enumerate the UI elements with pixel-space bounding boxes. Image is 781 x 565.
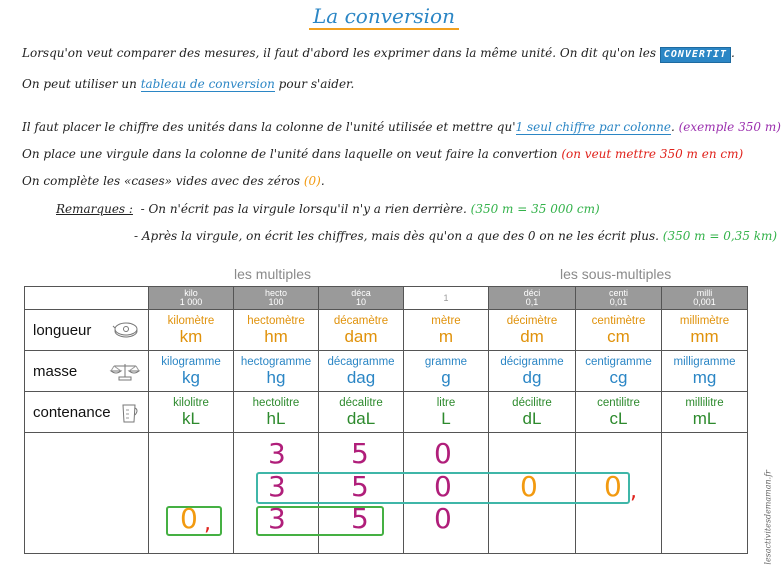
tape-measure-icon <box>112 320 140 340</box>
row-masse <box>25 351 748 392</box>
unit-dm: décimètre dm <box>489 310 576 351</box>
convertit-badge: CONVERTIT <box>660 47 731 63</box>
row-label-masse: masse <box>25 351 149 392</box>
unit-g: gramme g <box>404 351 489 392</box>
example2-digit-5: 5 <box>351 470 369 503</box>
header-unit: 1 <box>404 287 489 310</box>
example3-digit-0: 0 <box>434 502 452 535</box>
remark-line-1: Remarques : - On n'écrit pas la virgule lorsqu'il n'y a rien derrière. (350 m = 35 000 cm) <box>56 202 600 216</box>
conversion-table <box>24 286 748 554</box>
row-contenance <box>25 392 748 433</box>
example3-comma: , <box>204 511 211 536</box>
unit-hg: hectogramme hg <box>234 351 319 392</box>
row-label-contenance: contenance <box>25 392 149 433</box>
unit-km: kilomètre km <box>149 310 234 351</box>
group-multiples: les multiples <box>234 266 312 282</box>
header-corner <box>25 287 149 310</box>
example2-comma: , <box>630 479 637 504</box>
intro-line-1: Lorsqu'on veut comparer des mesures, il faut d'abord les exprimer dans la même unité. On dit qu'on les CONVERTIT . <box>22 46 735 63</box>
header-deci: déci 0,1 <box>489 287 576 310</box>
unit-mm: millimètre mm <box>662 310 748 351</box>
example-cell-milli <box>662 433 748 554</box>
credit-watermark: lesactivitesdemaman.fr <box>764 470 773 565</box>
unit-kl: kilolitre kL <box>149 392 234 433</box>
group-sous-multiples: les sous-multiples <box>560 266 672 282</box>
rule-line-3: On complète les «cases» vides avec des zéros (0). <box>22 174 325 188</box>
conversion-table-link: tableau de conversion <box>140 77 275 91</box>
header-row <box>25 287 748 310</box>
row-label-longueur: longueur <box>25 310 149 351</box>
unit-dam: décamètre dam <box>319 310 404 351</box>
header-hecto: hecto 100 <box>234 287 319 310</box>
remark-line-2: - Après la virgule, on écrit les chiffres, mais dès qu'on a que des 0 on ne les écrit plus. (350 m = 0,35 km) <box>134 229 778 243</box>
example3-leading-zero: 0 <box>180 502 198 535</box>
unit-dal: décalitre daL <box>319 392 404 433</box>
unit-dag: décagramme dag <box>319 351 404 392</box>
scale-icon <box>110 361 140 381</box>
unit-hl: hectolitre hL <box>234 392 319 433</box>
header-kilo: kilo 1 000 <box>149 287 234 310</box>
unit-mg: milligramme mg <box>662 351 748 392</box>
intro-line-2: On peut utiliser un tableau de conversion pour s'aider. <box>22 77 355 91</box>
header-milli: milli 0,001 <box>662 287 748 310</box>
row-longueur <box>25 310 748 351</box>
measuring-jug-icon <box>120 402 140 424</box>
example2-digit-3: 3 <box>268 470 286 503</box>
unit-cm: centimètre cm <box>576 310 662 351</box>
rule-line-2: On place une virgule dans la colonne de l'unité dans laquelle on veut faire la convertion (on veut mettre 350 m en cm) <box>22 147 744 161</box>
example2-added-zero-2: 0 <box>604 470 622 503</box>
header-centi: centi 0,01 <box>576 287 662 310</box>
example1-digit-0: 0 <box>434 437 452 470</box>
unit-cl: centilitre cL <box>576 392 662 433</box>
example3-digit-5: 5 <box>351 502 369 535</box>
unit-dl: décilitre dL <box>489 392 576 433</box>
unit-ml: millilitre mL <box>662 392 748 433</box>
unit-hm: hectomètre hm <box>234 310 319 351</box>
header-deca: déca 10 <box>319 287 404 310</box>
unit-l: litre L <box>404 392 489 433</box>
example1-digit-3: 3 <box>268 437 286 470</box>
example1-digit-5: 5 <box>351 437 369 470</box>
unit-cg: centigramme cg <box>576 351 662 392</box>
page-title: La conversion <box>0 4 768 28</box>
example3-digit-3: 3 <box>268 502 286 535</box>
example2-added-zero-1: 0 <box>520 470 538 503</box>
rule-line-1: Il faut placer le chiffre des unités dans la colonne de l'unité utilisée et mettre qu'1 seul chiffre par colonne. (exemple 350 m) <box>22 120 781 134</box>
unit-kg: kilogramme kg <box>149 351 234 392</box>
unit-m: mètre m <box>404 310 489 351</box>
example2-digit-0: 0 <box>434 470 452 503</box>
example-label-cell <box>25 433 149 554</box>
unit-dg: décigramme dg <box>489 351 576 392</box>
